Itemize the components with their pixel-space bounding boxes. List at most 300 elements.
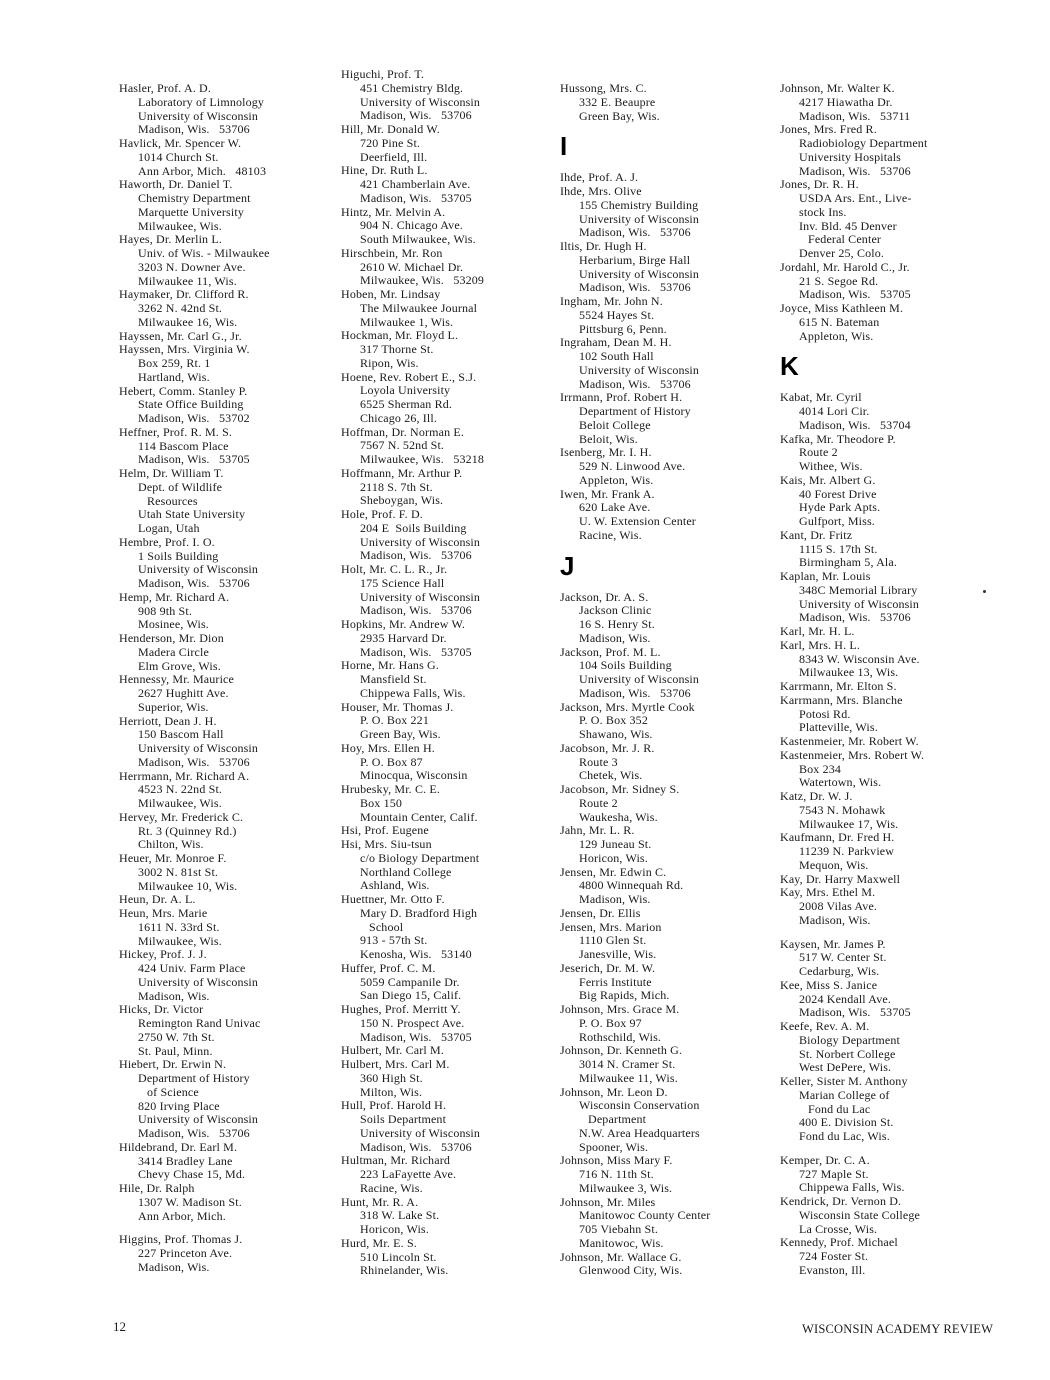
entry-name: Jacobson, Mr. J. R.	[560, 740, 655, 755]
directory-entry	[780, 474, 1010, 529]
entry-name: Hicks, Dr. Victor	[119, 1002, 204, 1017]
entry-address-line: 102 South Hall	[579, 349, 654, 363]
directory-entry	[341, 1237, 571, 1278]
entry-address-line: 3414 Bradley Lane	[138, 1153, 233, 1168]
entry-address-line: 150 N. Prospect Ave.	[360, 1015, 465, 1030]
entry-address-line: Univ. of Wis. - Milwaukee	[138, 246, 270, 260]
entry-address-line: Pittsburg 6, Penn.	[579, 321, 667, 336]
entry-name: Johnson, Miss Mary F.	[560, 1153, 673, 1168]
directory-entry	[560, 336, 790, 391]
entry-address-line: Mosinee, Wis.	[138, 617, 209, 632]
entry-address-line: Chemistry Department	[138, 191, 251, 205]
entry-name: Hayssen, Mr. Carl G., Jr.	[119, 328, 242, 343]
entry-address-line: Mansfield St.	[360, 672, 427, 686]
entry-address-line: 2935 Harvard Dr.	[360, 630, 447, 645]
entry-name: Heuer, Mr. Monroe F.	[119, 851, 227, 865]
publication-title: WISCONSIN ACADEMY REVIEW	[802, 1322, 994, 1336]
directory-entry	[780, 261, 1010, 302]
entry-address-line: Racine, Wis.	[360, 1180, 423, 1195]
entry-name: Hole, Prof. F. D.	[341, 507, 423, 521]
entry-address-line: School	[369, 919, 404, 934]
entry-address-line: 517 W. Center St.	[799, 950, 887, 965]
directory-column-3	[560, 82, 790, 1278]
entry-address-line: Ripon, Wis.	[360, 355, 419, 370]
entry-address-line: University of Wisconsin	[579, 266, 700, 281]
entry-name: Hintz, Mr. Melvin A.	[341, 204, 446, 219]
entry-name: Jacobson, Mr. Sidney S.	[560, 782, 680, 796]
entry-name: Kais, Mr. Albert G.	[780, 472, 876, 487]
entry-address-line: St. Paul, Minn.	[138, 1043, 213, 1058]
directory-entry	[119, 948, 349, 1003]
entry-address-line: 4523 N. 22nd St.	[138, 782, 223, 797]
entry-address-line: Loyola University	[360, 383, 451, 398]
entry-name: Jensen, Mrs. Marion	[560, 919, 662, 934]
directory-entry	[341, 838, 571, 893]
entry-address-line: 318 W. Lake St.	[360, 1208, 440, 1223]
entry-address-line: Madison, Wis.	[799, 912, 871, 927]
entry-address-line: Madison, Wis.	[579, 630, 651, 645]
entry-address-line: Chicago 26, Ill.	[360, 410, 438, 425]
entry-address-line: 720 Pine St.	[360, 135, 421, 150]
entry-address-line: Madison, Wis. 53706	[138, 122, 250, 137]
entry-address-line: Madison, Wis. 53706	[799, 610, 911, 625]
entry-name: Johnson, Mr. Miles	[560, 1194, 656, 1209]
directory-entry	[119, 385, 349, 426]
directory-entry	[560, 82, 790, 123]
entry-name: Jeserich, Dr. M. W.	[560, 960, 656, 975]
directory-entry	[341, 68, 571, 123]
section-letter: J	[560, 550, 575, 581]
directory-entry	[341, 742, 571, 783]
entry-address-line: Sheboygan, Wis.	[360, 493, 444, 508]
directory-entry	[780, 639, 1010, 680]
directory-entry	[560, 646, 790, 701]
entry-name: Hsi, Prof. Eugene	[341, 823, 429, 838]
entry-address-line: Gulfport, Miss.	[799, 514, 875, 528]
entry-name: Johnson, Mr. Walter K.	[780, 81, 895, 95]
entry-name: Huffer, Prof. C. M.	[341, 960, 436, 975]
entry-address-line: Green Bay, Wis.	[579, 108, 660, 123]
entry-name: Johnson, Mrs. Grace M.	[560, 1002, 680, 1016]
entry-address-line: 129 Juneau St.	[579, 837, 652, 851]
entry-address-line: Madison, Wis.	[138, 1259, 210, 1274]
entry-address-line: Milwaukee 17, Wis.	[799, 816, 899, 831]
entry-address-line: Madison, Wis. 53706	[579, 376, 691, 391]
entry-address-line: Madison, Wis.	[138, 988, 210, 1003]
entry-address-line: 3203 N. Downer Ave.	[138, 259, 246, 274]
entry-address-line: N.W. Area Headquarters	[579, 1125, 700, 1140]
directory-entry	[341, 206, 571, 247]
directory-entry	[560, 866, 790, 907]
entry-address-line: Route 3	[579, 754, 618, 769]
entry-address-line: South Milwaukee, Wis.	[360, 232, 476, 246]
directory-entry	[341, 1196, 571, 1237]
directory-entry	[341, 701, 571, 742]
entry-name: Haworth, Dr. Daniel T.	[119, 177, 233, 192]
entry-address-line: 2627 Hughitt Ave.	[138, 686, 229, 700]
entry-address-line: Madison, Wis. 53704	[799, 417, 911, 432]
entry-address-line: Spooner, Wis.	[579, 1139, 649, 1154]
entry-address-line: San Diego 15, Calif.	[360, 988, 462, 1003]
entry-address-line: Watertown, Wis.	[799, 775, 882, 790]
entry-name: Hull, Prof. Harold H.	[341, 1098, 447, 1113]
entry-address-line: 227 Princeton Ave.	[138, 1246, 233, 1260]
entry-address-line: 510 Lincoln St.	[360, 1249, 437, 1264]
entry-address-line: c/o Biology Department	[360, 850, 480, 865]
entry-address-line: 424 Univ. Farm Place	[138, 961, 246, 975]
directory-entry	[341, 164, 571, 205]
directory-entry	[560, 446, 790, 487]
entry-name: Hoffmann, Mr. Arthur P.	[341, 465, 463, 480]
entry-name: Hsi, Mrs. Siu-tsun	[341, 837, 432, 851]
entry-name: Kabat, Mr. Cyril	[780, 390, 862, 405]
entry-address-line: Kenosha, Wis. 53140	[360, 947, 472, 961]
entry-name: Hussong, Mrs. C.	[560, 81, 647, 95]
directory-entry	[119, 1058, 349, 1141]
entry-address-line: Horicon, Wis.	[360, 1222, 429, 1236]
entry-address-line: Milwaukee 11, Wis.	[138, 273, 237, 288]
entry-address-line: University of Wisconsin	[360, 94, 481, 109]
directory-entry	[341, 1044, 571, 1058]
entry-name: Jones, Dr. R. H.	[780, 177, 859, 192]
directory-entry	[119, 1233, 349, 1274]
entry-name: Keller, Sister M. Anthony	[780, 1074, 908, 1088]
entry-address-line: Madison, Wis. 53705	[360, 1029, 472, 1044]
directory-entry	[341, 618, 571, 659]
entry-address-line: P. O. Box 97	[579, 1015, 642, 1030]
entry-name: Higgins, Prof. Thomas J.	[119, 1232, 243, 1247]
page-number: 12	[113, 1319, 126, 1334]
entry-name: Hembre, Prof. I. O.	[119, 534, 215, 549]
directory-entry	[119, 1003, 349, 1058]
entry-address-line: Milwaukee, Wis.	[138, 933, 222, 948]
entry-address-line: 7567 N. 52nd St.	[360, 438, 445, 453]
entry-address-line: Ann Arbor, Mich. 48103	[138, 163, 267, 178]
entry-address-line: Department of History	[579, 404, 691, 418]
directory-entry	[560, 1086, 790, 1155]
entry-address-line: Big Rapids, Mich.	[579, 988, 670, 1003]
entry-address-line: 1014 Church St.	[138, 149, 219, 164]
entry-address-line: Wisconsin State College	[799, 1207, 920, 1222]
entry-name: Iltis, Dr. Hugh H.	[560, 239, 647, 253]
entry-address-line: Box 259, Rt. 1	[138, 356, 211, 370]
entry-address-line: Manitowoc County Center	[579, 1208, 711, 1223]
entry-address-line: 2024 Kendall Ave.	[799, 991, 891, 1006]
directory-entry	[341, 893, 571, 962]
entry-address-line: Milwaukee, Wis.	[138, 796, 222, 810]
entry-name: Hunt, Mr. R. A.	[341, 1194, 419, 1209]
entry-address-line: 908 9th St.	[138, 603, 192, 618]
entry-address-line: Minocqua, Wisconsin	[360, 768, 468, 783]
entry-address-line: Fond du Lac	[808, 1101, 871, 1116]
entry-address-line: State Office Building	[138, 397, 244, 412]
entry-address-line: 223 LaFayette Ave.	[360, 1167, 457, 1181]
directory-entry	[780, 570, 1010, 625]
directory-entry	[119, 343, 349, 384]
entry-name: Kafka, Mr. Theodore P.	[780, 431, 896, 446]
entry-address-line: University of Wisconsin	[579, 362, 700, 377]
entry-address-line: University of Wisconsin	[799, 596, 920, 611]
entry-address-line: 913 - 57th St.	[360, 933, 428, 948]
directory-entry	[560, 1003, 790, 1044]
entry-address-line: 204 E Soils Building	[360, 520, 467, 535]
entry-address-line: Green Bay, Wis.	[360, 727, 441, 741]
entry-name: Hopkins, Mr. Andrew W.	[341, 617, 465, 631]
entry-name: Heffner, Prof. R. M. S.	[119, 424, 233, 439]
entry-address-line: University of Wisconsin	[138, 974, 259, 989]
entry-address-line: Ashland, Wis.	[360, 878, 430, 893]
directory-entry	[341, 1099, 571, 1154]
directory-entry	[119, 591, 349, 632]
entry-name: Hoben, Mr. Lindsay	[341, 287, 441, 301]
directory-entry	[119, 137, 349, 178]
entry-address-line: Rhinelander, Wis.	[360, 1263, 449, 1278]
entry-address-line: Janesville, Wis.	[579, 947, 657, 961]
entry-address-line: 2008 Vilas Ave.	[799, 899, 878, 913]
entry-name: Irrmann, Prof. Robert H.	[560, 390, 683, 405]
directory-entry	[780, 123, 1010, 178]
directory-entry	[560, 240, 790, 295]
entry-name: Haymaker, Dr. Clifford R.	[119, 287, 249, 302]
directory-entry	[780, 873, 1010, 887]
entry-address-line: Evanston, Ill.	[799, 1262, 866, 1277]
directory-entry	[341, 962, 571, 1003]
directory-entry	[119, 632, 349, 673]
entry-name: Ihde, Mrs. Olive	[560, 184, 642, 198]
entry-address-line: Beloit College	[579, 417, 651, 432]
directory-entry	[119, 426, 349, 467]
entry-name: Katz, Dr. W. J.	[780, 789, 853, 803]
directory-entry	[560, 907, 790, 921]
entry-address-line: 620 Lake Ave.	[579, 500, 651, 515]
entry-address-line: Madera Circle	[138, 644, 209, 659]
entry-name: Kemper, Dr. C. A.	[780, 1152, 870, 1167]
entry-address-line: Madison, Wis. 53711	[799, 108, 911, 123]
directory-entry	[341, 247, 571, 288]
entry-name: Hoene, Rev. Robert E., S.J.	[341, 369, 477, 384]
entry-address-line: Madison, Wis. 53706	[579, 685, 691, 700]
entry-address-line: Madison, Wis. 53705	[360, 644, 472, 659]
directory-entry	[119, 715, 349, 770]
directory-entry	[341, 1154, 571, 1195]
directory-entry	[780, 82, 1010, 123]
directory-entry	[341, 371, 571, 426]
directory-entry	[780, 1154, 1010, 1195]
entry-address-line: 7543 N. Mohawk	[799, 802, 886, 817]
entry-name: Ingham, Mr. John N.	[560, 294, 663, 308]
entry-address-line: Manitowoc, Wis.	[579, 1235, 664, 1250]
entry-name: Horne, Mr. Hans G.	[341, 658, 440, 673]
entry-address-line: Cedarburg, Wis.	[799, 964, 880, 978]
entry-address-line: 1 Soils Building	[138, 548, 219, 563]
entry-name: Hurd, Mr. E. S.	[341, 1235, 417, 1250]
directory-entry	[780, 938, 1010, 979]
entry-name: Hasler, Prof. A. D.	[119, 81, 212, 95]
entry-address-line: University of Wisconsin	[579, 672, 700, 686]
entry-address-line: University of Wisconsin	[138, 1112, 259, 1127]
entry-name: Helm, Dr. William T.	[119, 466, 224, 480]
entry-name: Hill, Mr. Donald W.	[341, 122, 440, 136]
entry-address-line: Madison, Wis. 53705	[799, 287, 911, 302]
entry-address-line: Milwaukee, Wis.	[138, 218, 222, 233]
entry-address-line: Milton, Wis.	[360, 1084, 423, 1099]
entry-address-line: P. O. Box 87	[360, 754, 423, 769]
entry-name: Hockman, Mr. Floyd L.	[341, 328, 459, 343]
entry-address-line: 1611 N. 33rd St.	[138, 919, 220, 934]
entry-address-line: Withee, Wis.	[799, 459, 863, 473]
entry-address-line: 6525 Sherman Rd.	[360, 397, 453, 411]
directory-entry	[560, 185, 790, 240]
directory-entry	[780, 1020, 1010, 1075]
entry-address-line: Milwaukee 1, Wis.	[360, 314, 454, 329]
entry-name: Kastenmeier, Mrs. Robert W.	[780, 747, 925, 762]
entry-address-line: of Science	[147, 1084, 199, 1099]
entry-address-line: Madison, Wis. 53706	[360, 1139, 472, 1154]
directory-entry	[341, 426, 571, 467]
entry-address-line: Birmingham 5, Ala.	[799, 555, 898, 570]
entry-address-line: Platteville, Wis.	[799, 720, 878, 735]
directory-entry	[341, 288, 571, 329]
entry-address-line: Laboratory of Limnology	[138, 94, 265, 109]
entry-address-line: Utah State University	[138, 507, 246, 522]
entry-address-line: 40 Forest Drive	[799, 486, 877, 501]
entry-address-line: Milwaukee 11, Wis.	[579, 1070, 678, 1085]
entry-address-line: Elm Grove, Wis.	[138, 658, 221, 673]
entry-address-line: Chilton, Wis.	[138, 837, 204, 852]
entry-address-line: P. O. Box 352	[579, 713, 648, 728]
entry-address-line: 3014 N. Cramer St.	[579, 1057, 676, 1071]
entry-address-line: 4800 Winnequah Rd.	[579, 878, 684, 893]
entry-address-line: 1307 W. Madison St.	[138, 1194, 242, 1209]
entry-address-line: 904 N. Chicago Ave.	[360, 218, 463, 233]
directory-entry	[341, 824, 571, 838]
entry-name: Hulbert, Mr. Carl M.	[341, 1043, 444, 1058]
entry-name: Hildebrand, Dr. Earl M.	[119, 1139, 238, 1154]
entry-name: Higuchi, Prof. T.	[341, 67, 425, 81]
entry-address-line: Waukesha, Wis.	[579, 809, 658, 824]
entry-address-line: 716 N. 11th St.	[579, 1167, 654, 1181]
entry-address-line: 104 Soils Building	[579, 658, 672, 673]
directory-entry	[780, 694, 1010, 735]
entry-address-line: Mary D. Bradford High	[360, 905, 478, 920]
directory-entry	[341, 783, 571, 824]
entry-address-line: Madison, Wis. 53706	[579, 280, 691, 295]
entry-name: Heun, Mrs. Marie	[119, 906, 208, 920]
entry-address-line: 3002 N. 81st St.	[138, 864, 219, 879]
entry-address-line: Box 234	[799, 761, 842, 776]
directory-entry	[780, 749, 1010, 790]
entry-address-line: Madison, Wis. 53706	[360, 603, 472, 618]
directory-column-4	[780, 82, 1010, 1278]
entry-address-line: Racine, Wis.	[579, 527, 642, 542]
entry-address-line: Resources	[147, 493, 198, 508]
entry-name: Ingraham, Dean M. H.	[560, 335, 672, 350]
entry-address-line: St. Norbert College	[799, 1046, 896, 1061]
entry-address-line: Potosi Rd.	[799, 706, 851, 721]
directory-entry	[560, 824, 790, 865]
entry-address-line: 114 Bascom Place	[138, 438, 229, 453]
entry-name: Kay, Dr. Harry Maxwell	[780, 871, 901, 886]
entry-name: Heun, Dr. A. L.	[119, 892, 196, 907]
entry-address-line: Logan, Utah	[138, 521, 200, 535]
directory-entry	[560, 171, 790, 185]
entry-name: Jahn, Mr. L. R.	[560, 823, 635, 838]
entry-name: Keefe, Rev. A. M.	[780, 1019, 870, 1033]
entry-address-line: 175 Science Hall	[360, 575, 445, 590]
entry-address-line: Chevy Chase 15, Md.	[138, 1167, 246, 1182]
entry-name: Hulbert, Mrs. Carl M.	[341, 1057, 450, 1071]
directory-entry	[341, 467, 571, 508]
directory-entry	[119, 288, 349, 329]
entry-address-line: 451 Chemistry Bldg.	[360, 80, 464, 95]
directory-entry	[119, 852, 349, 893]
directory-entry	[560, 783, 790, 824]
entry-address-line: The Milwaukee Journal	[360, 300, 478, 315]
directory-entry	[780, 1195, 1010, 1236]
entry-address-line: University of Wisconsin	[579, 211, 700, 226]
entry-name: Isenberg, Mr. I. H.	[560, 445, 652, 460]
entry-address-line: Herbarium, Birge Hall	[579, 252, 691, 267]
entry-address-line: P. O. Box 221	[360, 713, 429, 728]
entry-address-line: 3262 N. 42nd St.	[138, 301, 223, 315]
entry-address-line: Denver 25, Colo.	[799, 246, 885, 260]
entry-address-line: 332 E. Beaupre	[579, 94, 656, 109]
directory-entry	[560, 962, 790, 1003]
entry-address-line: University Hospitals	[799, 149, 901, 164]
entry-name: Kaplan, Mr. Louis	[780, 569, 871, 583]
entry-name: Hickey, Prof. J. J.	[119, 947, 207, 962]
directory-column-1	[119, 82, 349, 1275]
entry-address-line: stock Ins.	[799, 204, 847, 219]
entry-address-line: Route 2	[579, 795, 618, 810]
entry-address-line: Dept. of Wildlife	[138, 479, 223, 494]
entry-name: Houser, Mr. Thomas J.	[341, 699, 454, 714]
directory-entry	[560, 1196, 790, 1251]
entry-address-line: 820 Irving Place	[138, 1098, 220, 1113]
entry-address-line: Milwaukee 10, Wis.	[138, 878, 238, 893]
entry-address-line: University of Wisconsin	[360, 589, 481, 604]
directory-entry	[780, 735, 1010, 749]
entry-address-line: Horicon, Wis.	[579, 850, 648, 865]
entry-name: Jordahl, Mr. Harold C., Jr.	[780, 259, 910, 274]
entry-address-line: Chippewa Falls, Wis.	[799, 1180, 905, 1195]
entry-name: Huettner, Mr. Otto F.	[341, 892, 445, 906]
entry-name: Kaysen, Mr. James P.	[780, 936, 886, 951]
entry-name: Herrmann, Mr. Richard A.	[119, 768, 250, 783]
entry-address-line: Madison, Wis. 53706	[799, 163, 911, 178]
directory-entry	[560, 1154, 790, 1195]
entry-address-line: Department	[588, 1112, 647, 1126]
directory-entry	[119, 178, 349, 233]
directory-entry	[119, 811, 349, 852]
entry-name: Johnson, Mr. Leon D.	[560, 1084, 668, 1099]
entry-name: Hultman, Mr. Richard	[341, 1153, 450, 1168]
entry-name: Hoffman, Dr. Norman E.	[341, 424, 465, 439]
entry-address-line: Marquette University	[138, 204, 244, 219]
entry-name: Holt, Mr. C. L. R., Jr.	[341, 562, 448, 576]
entry-address-line: Department of History	[138, 1071, 250, 1085]
section-letter: K	[780, 351, 799, 382]
entry-address-line: Madison, Wis. 53702	[138, 411, 250, 425]
entry-address-line: 348C Memorial Library	[799, 582, 918, 597]
entry-address-line: 2118 S. 7th St.	[360, 479, 433, 494]
entry-name: Herriott, Dean J. H.	[119, 713, 217, 728]
entry-address-line: Chetek, Wis.	[579, 768, 643, 783]
entry-name: Hennessy, Mr. Maurice	[119, 672, 235, 687]
directory-entry	[560, 591, 790, 646]
entry-name: Kastenmeier, Mr. Robert W.	[780, 734, 919, 748]
entry-address-line: Madison, Wis. 53706	[138, 576, 250, 590]
